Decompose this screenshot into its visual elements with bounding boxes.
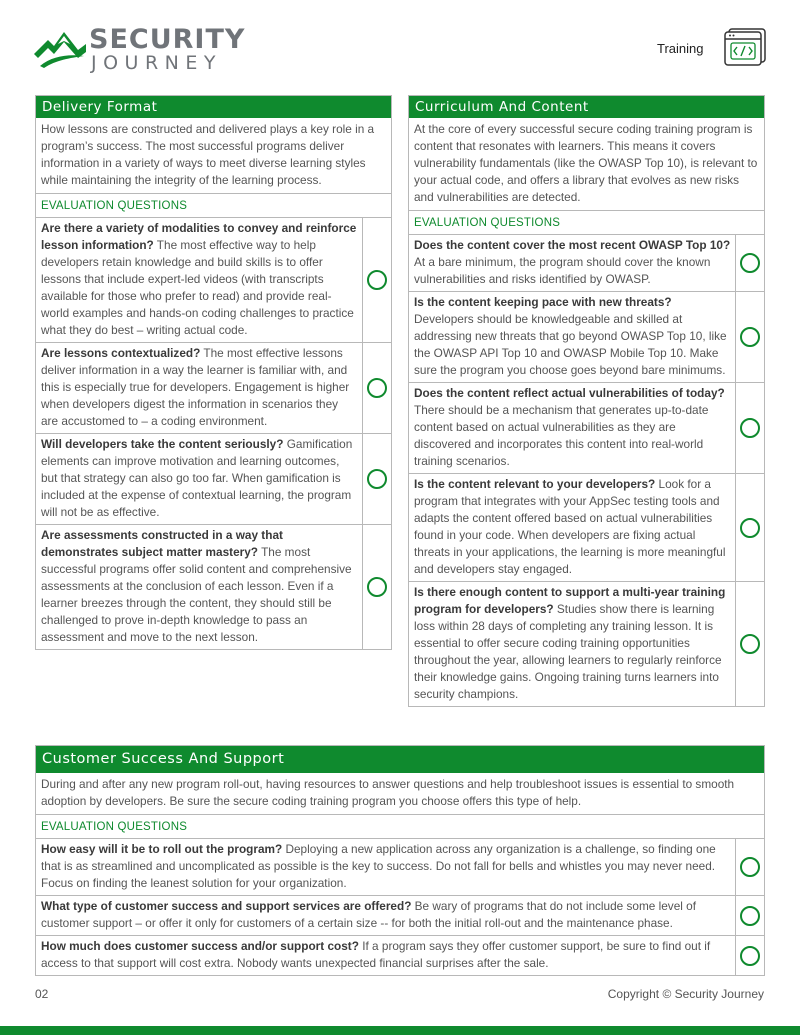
checkbox-circle[interactable] — [740, 857, 760, 877]
question-lead: What type of customer success and support services are offered? — [41, 899, 412, 913]
copyright-notice: Copyright © Security Journey — [607, 987, 764, 1001]
question-body: The most successful programs offer solid content and comprehensive assessments at the conclusion of each lesson. Even if a learner breezes through the content, they should still be challenged to prove in-depth knowledge to pass an assessment and move to the next lesson. — [41, 545, 352, 644]
question-body: Deploying a new application across any organization is a challenge, so finding one that is as streamlined and uncomplicated as possible is the key to success. Do not fall for bells and whistles you may never need. Focus on finding the leanest solution for your organization. — [41, 842, 716, 890]
question-text — [409, 582, 735, 706]
checkbox-cell — [735, 839, 764, 895]
question-text — [36, 434, 362, 524]
mountain-logo-icon — [34, 30, 86, 70]
evaluation-questions-heading: EVALUATION QUESTIONS — [409, 211, 764, 235]
checkbox-cell — [362, 218, 391, 342]
customer-success-panel — [35, 745, 765, 976]
question-row — [36, 434, 391, 525]
evaluation-questions-heading: EVALUATION QUESTIONS — [36, 815, 764, 839]
panel-title: Curriculum And Content — [409, 96, 764, 118]
checkbox-cell — [362, 525, 391, 649]
question-lead: How much does customer success and/or support cost? — [41, 939, 359, 953]
question-body: Developers should be knowledgeable and skilled at addressing new threats that go beyond OWASP Top 10, like the OWASP API Top 10 and OWASP Mobile Top 10. Make sure the program you choose goes beyond bare minimums. — [414, 312, 727, 377]
question-body: At a bare minimum, the program should cover the known vulnerabilities and risks identified by OWASP. — [414, 255, 711, 286]
checkbox-circle[interactable] — [740, 946, 760, 966]
checkbox-cell — [735, 235, 764, 291]
checkbox-circle[interactable] — [367, 577, 387, 597]
question-lead: Is the content relevant to your developers? — [414, 477, 656, 491]
question-lead: How easy will it be to roll out the program? — [41, 842, 283, 856]
question-lead: Is the content keeping pace with new threats? — [414, 295, 672, 309]
panel-intro: How lessons are constructed and delivered plays a key role in a program’s success. The most successful programs deliver information in a variety of ways to meet diverse learning styles while maintaining the integrity of the learning process. — [36, 118, 391, 194]
question-text — [36, 343, 362, 433]
checkbox-cell — [735, 582, 764, 706]
checkbox-cell — [735, 383, 764, 473]
question-row — [409, 474, 764, 582]
question-body: Be wary of programs that do not include some level of customer support – or offer it only for customers of a certain size -- for both the initial roll-out and the maintenance phase. — [41, 899, 696, 930]
question-row — [36, 936, 764, 975]
question-lead: Are assessments constructed in a way that demonstrates subject matter mastery? — [41, 528, 283, 559]
panel-title: Customer Success And Support — [36, 746, 764, 773]
question-row — [36, 218, 391, 343]
question-body: There should be a mechanism that generates up-to-date content based on actual vulnerabilities as they are discovered and incorporates this content into real-world training scenarios. — [414, 403, 709, 468]
panel-intro: At the core of every successful secure coding training program is content that resonates with learners. This means it covers vulnerability fundamentals (like the OWASP Top 10), is relevant to your actual code, and offers a library that evolves as new risks and vulnerabilities are detected. — [409, 118, 764, 211]
question-row — [36, 525, 391, 649]
footer-accent-bar — [0, 1026, 800, 1035]
page-number: 02 — [35, 987, 49, 1001]
question-text — [409, 292, 735, 382]
checkbox-circle[interactable] — [740, 253, 760, 273]
question-list — [36, 218, 391, 649]
checkbox-circle[interactable] — [740, 634, 760, 654]
question-body: Gamification elements can improve motivation and learning outcomes, but that strategy can also go too far. When gamification is included at the expense of contextual learning, the program will not be as effective. — [41, 437, 353, 519]
code-window-icon — [724, 28, 766, 66]
question-text — [36, 936, 735, 975]
question-text — [409, 383, 735, 473]
question-text — [36, 839, 735, 895]
checkbox-circle[interactable] — [367, 270, 387, 290]
question-lead: Does the content reflect actual vulnerabilities of today? — [414, 386, 725, 400]
question-list — [409, 235, 764, 706]
question-lead: Are lessons contextualized? — [41, 346, 201, 360]
checkbox-circle[interactable] — [367, 378, 387, 398]
checkbox-cell — [735, 292, 764, 382]
question-lead: Will developers take the content seriously? — [41, 437, 284, 451]
question-text — [409, 235, 735, 291]
checkbox-circle[interactable] — [740, 906, 760, 926]
question-row — [409, 582, 764, 706]
checkbox-circle[interactable] — [740, 418, 760, 438]
question-lead: Are there a variety of modalities to convey and reinforce lesson information? — [41, 221, 357, 252]
question-row — [36, 839, 764, 896]
logo-wordmark-top: SECURITY — [89, 24, 246, 55]
question-row — [409, 235, 764, 292]
panel-title: Delivery Format — [36, 96, 391, 118]
question-row — [409, 383, 764, 474]
question-list — [36, 839, 764, 975]
security-journey-logo — [34, 26, 264, 74]
checkbox-cell — [735, 936, 764, 975]
page-header — [0, 0, 800, 90]
checkbox-circle[interactable] — [740, 327, 760, 347]
question-lead: Is there enough content to support a multi-year training program for developers? — [414, 585, 726, 616]
section-label: Training — [657, 41, 704, 56]
checkbox-cell — [735, 896, 764, 935]
evaluation-questions-heading: EVALUATION QUESTIONS — [36, 194, 391, 218]
question-body: The most effective way to help developers retain knowledge and build skills is to offer lessons that include expert-led videos (with transcripts available for those who prefer to read) and provide real-world examples and hands-on coding challenges to practice what they do best – writing actual code. — [41, 238, 354, 337]
question-body: Studies show there is learning loss within 28 days of completing any training lesson. It is essential to offer secure coding training opportunities throughout the year, allowing learners to regularly reinforce their knowledge gains. Ongoing training turns learners into security champions. — [414, 602, 722, 701]
checkbox-cell — [362, 343, 391, 433]
question-body: Look for a program that integrates with your AppSec testing tools and adapts the content offered based on actual vulnerabilities found in your code. When developers are fixing actual threats in your applications, the learning is more meaningful and developers stay engaged. — [414, 477, 726, 576]
checkbox-circle[interactable] — [367, 469, 387, 489]
question-text — [36, 896, 735, 935]
question-row — [409, 292, 764, 383]
curriculum-content-panel — [408, 95, 765, 707]
logo-wordmark-bottom: JOURNEY — [91, 52, 222, 74]
question-body: The most effective lessons deliver information in a way the learner is familiar with, and this is especially true for developers. Engagement is higher when developers digest the information in scenarios they are accustomed to – a coding environment. — [41, 346, 350, 428]
checkbox-cell — [735, 474, 764, 581]
delivery-format-panel — [35, 95, 392, 650]
question-body: If a program says they offer customer support, be sure to find out if access to that support will cost extra. Nobody wants unexpected financial surprises after the sale. — [41, 939, 711, 970]
question-row — [36, 343, 391, 434]
checkbox-circle[interactable] — [740, 518, 760, 538]
question-lead: Does the content cover the most recent OWASP Top 10? — [414, 238, 731, 252]
checkbox-cell — [362, 434, 391, 524]
question-text — [409, 474, 735, 581]
question-text — [36, 218, 362, 342]
question-text — [36, 525, 362, 649]
question-row — [36, 896, 764, 936]
panel-intro: During and after any new program roll-out, having resources to answer questions and help troubleshoot issues is essential to smooth adoption by developers. Be sure the secure coding training program you choose offers this type of help. — [36, 773, 764, 815]
